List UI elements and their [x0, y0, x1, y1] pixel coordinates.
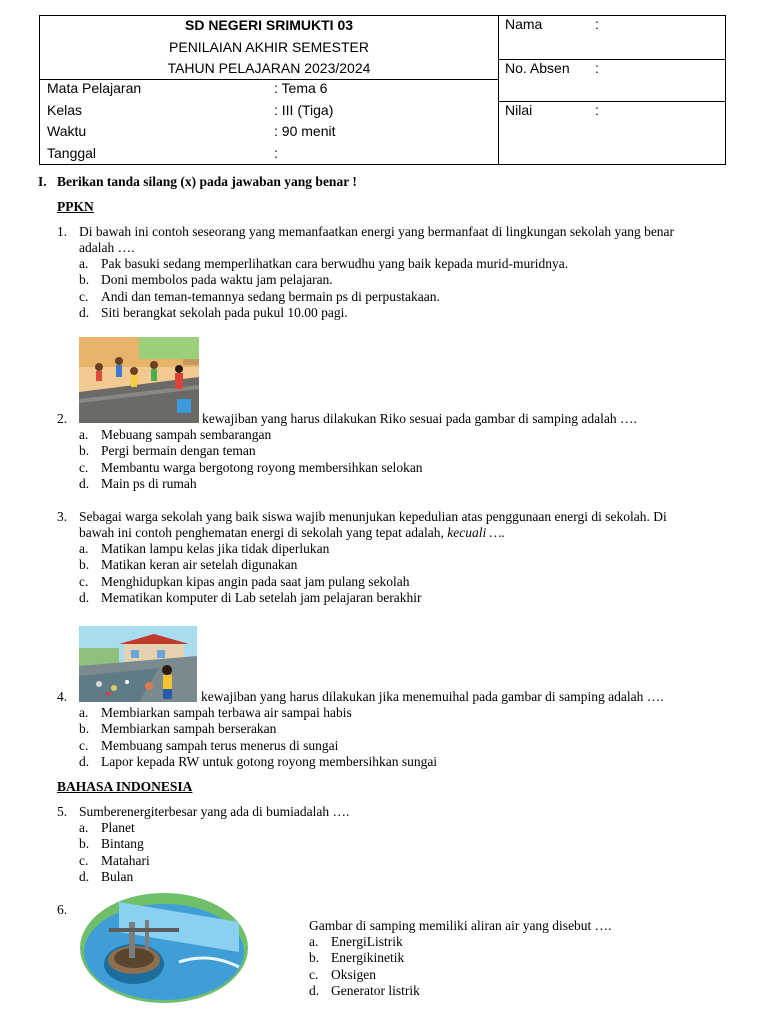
option-letter: b. [79, 721, 90, 736]
question-text-cont: adalah …. [79, 240, 135, 255]
option-text: Pergi bermain dengan teman [101, 443, 256, 458]
option-text: Energikinetik [331, 950, 405, 965]
option-text: Membiarkan sampah berserakan [101, 721, 277, 736]
subject-heading-ppkn: PPKN [57, 199, 94, 214]
option-text: Bintang [101, 836, 144, 851]
option-letter: d. [79, 754, 90, 769]
option-letter: c. [79, 738, 89, 753]
option-text: EnergiListrik [331, 934, 403, 949]
question-number: 3. [57, 509, 68, 524]
option-letter: b. [79, 557, 90, 572]
absen-colon: : [595, 60, 599, 76]
exam-name: PENILAIAN AKHIR SEMESTER [169, 39, 369, 55]
question-number: 6. [57, 902, 68, 917]
header-right [498, 16, 725, 164]
school-name: SD NEGERI SRIMUKTI 03 [184, 17, 354, 33]
question-text: kewajiban yang harus dilakukan jika menemuihal pada gambar di samping adalah …. [201, 689, 664, 704]
time-value: : 90 menit [274, 123, 336, 139]
section-instruction: Berikan tanda silang (x) pada jawaban yang benar ! [57, 174, 357, 189]
gotong-royong-illustration [79, 337, 199, 423]
option-letter: a. [79, 427, 89, 442]
option-text: Doni membolos pada waktu jam pelajaran. [101, 272, 333, 287]
subject-value: : Tema 6 [274, 80, 328, 96]
option-text: Matahari [101, 853, 150, 868]
nilai-cell [498, 102, 725, 164]
option-text: Siti berangkat sekolah pada pukul 10.00 pagi. [101, 305, 348, 320]
name-label: Nama [505, 16, 543, 32]
option-letter: a. [79, 820, 89, 835]
option-text: Matikan lampu kelas jika tidak diperlukan [101, 541, 330, 556]
option-letter: a. [309, 934, 319, 949]
option-letter: c. [79, 574, 89, 589]
question-number: 2. [57, 411, 68, 426]
option-letter: d. [79, 590, 90, 605]
option-text: Membantu warga bergotong royong membersihkan selokan [101, 460, 423, 475]
option-letter: c. [79, 460, 89, 475]
class-label: Kelas [47, 102, 83, 118]
absen-label: No. Absen [505, 60, 570, 76]
option-text: Menghidupkan kipas angin pada saat jam pulang sekolah [101, 574, 410, 589]
question-text: Sumberenergiterbesar yang ada di bumiadalah …. [79, 804, 350, 819]
academic-year: TAHUN PELAJARAN 2023/2024 [167, 60, 371, 76]
question-text-cont: bawah ini contoh penghematan energi di sekolah yang tepat adalah, kecuali …. [79, 525, 505, 540]
dam-illustration [79, 892, 249, 1004]
question-text: kewajiban yang harus dilakukan Riko sesuai pada gambar di samping adalah …. [202, 411, 637, 426]
option-text: Matikan keran air setelah digunakan [101, 557, 298, 572]
time-label: Waktu [47, 123, 87, 139]
option-letter: b. [79, 443, 90, 458]
date-value: : [274, 145, 278, 161]
option-text: Oksigen [331, 967, 376, 982]
option-text: Mematikan komputer di Lab setelah jam pelajaran berakhir [101, 590, 422, 605]
name-cell [498, 16, 725, 60]
option-letter: d. [79, 869, 90, 884]
question-text: Di bawah ini contoh seseorang yang memanfaatkan energi yang bermanfaat di lingkungan sekolah yang benar [79, 224, 675, 239]
option-letter: b. [79, 836, 90, 851]
option-letter: c. [79, 853, 89, 868]
option-text: Planet [101, 820, 135, 835]
header-table [39, 15, 726, 165]
question-number: 1. [57, 224, 68, 239]
option-text: Pak basuki sedang memperlihatkan cara berwudhu yang baik kepada murid-muridnya. [101, 256, 569, 271]
nilai-colon: : [595, 102, 599, 118]
section-number: I. [38, 174, 47, 189]
question-text: Sebagai warga sekolah yang baik siswa wajib menunjukan kepedulian atas penggunaan energi di sekolah. Di [79, 509, 667, 524]
option-letter: c. [79, 289, 89, 304]
subject-label: Mata Pelajaran [47, 80, 142, 96]
question-number: 4. [57, 689, 68, 704]
option-letter: d. [79, 305, 90, 320]
option-text: Lapor kepada RW untuk gotong royong membersihkan sungai [101, 754, 438, 769]
subject-heading-bahasa: BAHASA INDONESIA [57, 779, 193, 794]
title-block [40, 16, 498, 80]
class-value: : III (Tiga) [274, 102, 334, 118]
question-text: Gambar di samping memiliki aliran air yang disebut …. [309, 918, 612, 933]
option-text: Bulan [101, 869, 134, 884]
option-text: Mebuang sampah sembarangan [101, 427, 272, 442]
option-letter: a. [79, 705, 89, 720]
dirty-river-illustration [79, 626, 197, 702]
option-letter: b. [309, 950, 320, 965]
option-text: Generator listrik [331, 983, 420, 998]
question-number: 5. [57, 804, 68, 819]
header-left [40, 16, 499, 164]
date-label: Tanggal [47, 145, 97, 161]
option-letter: a. [79, 256, 89, 271]
option-text: Main ps di rumah [101, 476, 197, 491]
option-letter: d. [309, 983, 320, 998]
option-text: Membuang sampah terus menerus di sungai [101, 738, 339, 753]
nilai-label: Nilai [505, 102, 533, 118]
absen-cell [498, 60, 725, 102]
option-letter: b. [79, 272, 90, 287]
option-text: Membiarkan sampah terbawa air sampai habis [101, 705, 352, 720]
option-letter: d. [79, 476, 90, 491]
option-letter: a. [79, 541, 89, 556]
name-colon: : [595, 16, 599, 32]
option-letter: c. [309, 967, 319, 982]
option-text: Andi dan teman-temannya sedang bermain ps di perpustakaan. [101, 289, 440, 304]
